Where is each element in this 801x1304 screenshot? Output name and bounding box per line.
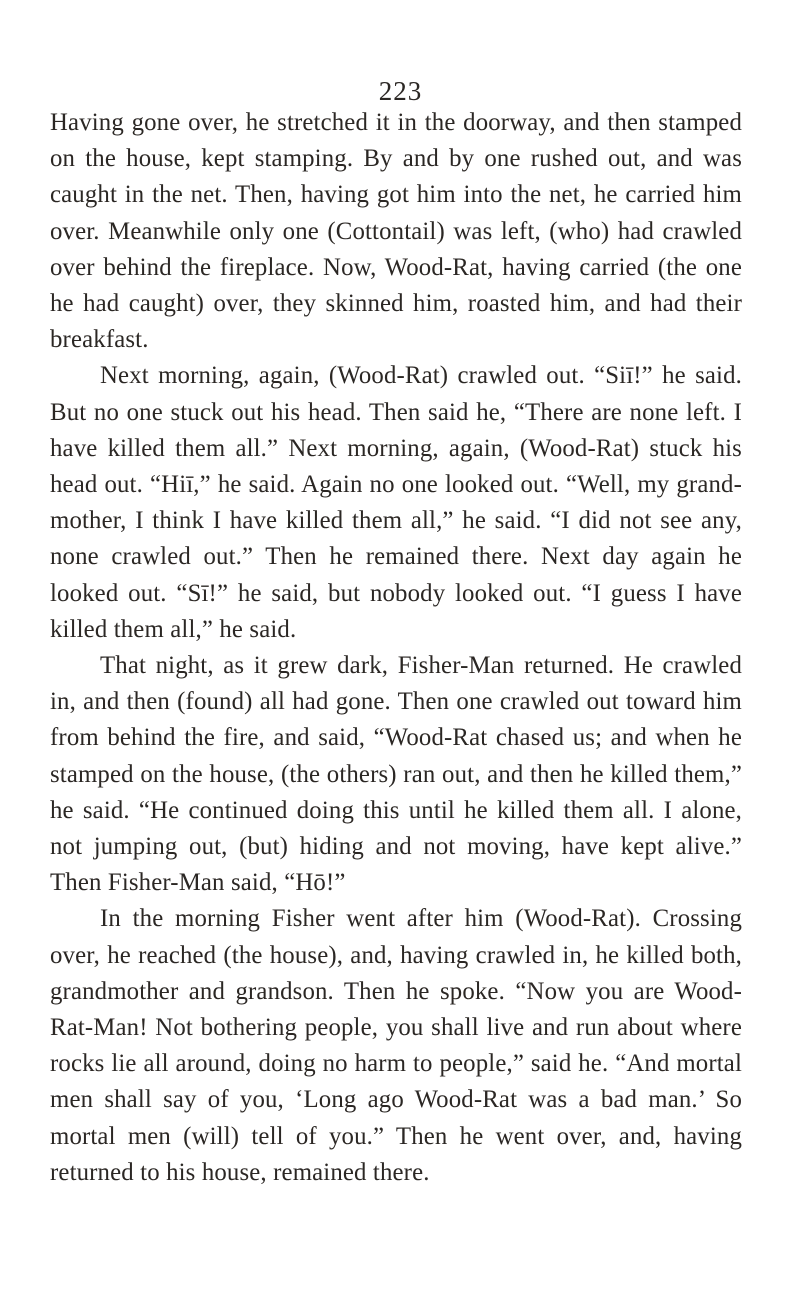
page-number: 223 [378,76,423,106]
paragraph-3: That night, as it grew dark, Fisher-Man returned. He crawled in, and then (found) all had gone. Then one crawled out toward him from behind the fire, and said, “Wood-Rat chased us; and when he stamped on the house, (the others) ran out, and then he killed them,” he said. “He continued doing this until he killed them all. I alone, not jumping out, (but) hiding and not moving, have kept alive.” Then Fisher-Man said, “Hō!” [50,652,742,897]
paragraph-2: Next morning, again, (Wood-Rat) crawled out. “Siī!” he said. But no one stuck out his head. Then said he, “There are none left. I have killed them all.” Next morning, again, (Wood-Rat) stuck his head out. “Hiī,” he said. Again no one looked out. “Well, my grand-mother, I think I have killed them all,” he said. “I did not see any, none crawled out.” Then he remained there. Next day again he looked out. “Sī!” he said, but nobody looked out. “I guess I have killed them all,” he said. [50,362,742,643]
paragraph-1: Having gone over, he stretched it in the doorway, and then stamped on the house, kept stamping. By and by one rushed out, and was caught in the net. Then, having got him into the net, he carried him over. Meanwhile only one (Cottontail) was left, (who) had crawled over behind the fireplace. Now, Wood-Rat, having carried (the one he had caught) over, they skinned him, roasted him, and had their breakfast. [50,109,742,354]
body-text [50,105,742,1191]
paragraph-4: In the morning Fisher went after him (Wood-Rat). Crossing over, he reached (the house), and, having crawled in, he killed both, grandmother and grandson. Then he spoke. “Now you are Wood-Rat-Man! Not bothering people, you shall live and run about where rocks lie all around, doing no harm to people,” said he. “And mortal men shall say of you, ‘Long ago Wood-Rat was a bad man.’ So mortal men (will) tell of you.” Then he went over, and, having returned to his house, remained there. [50,905,742,1186]
